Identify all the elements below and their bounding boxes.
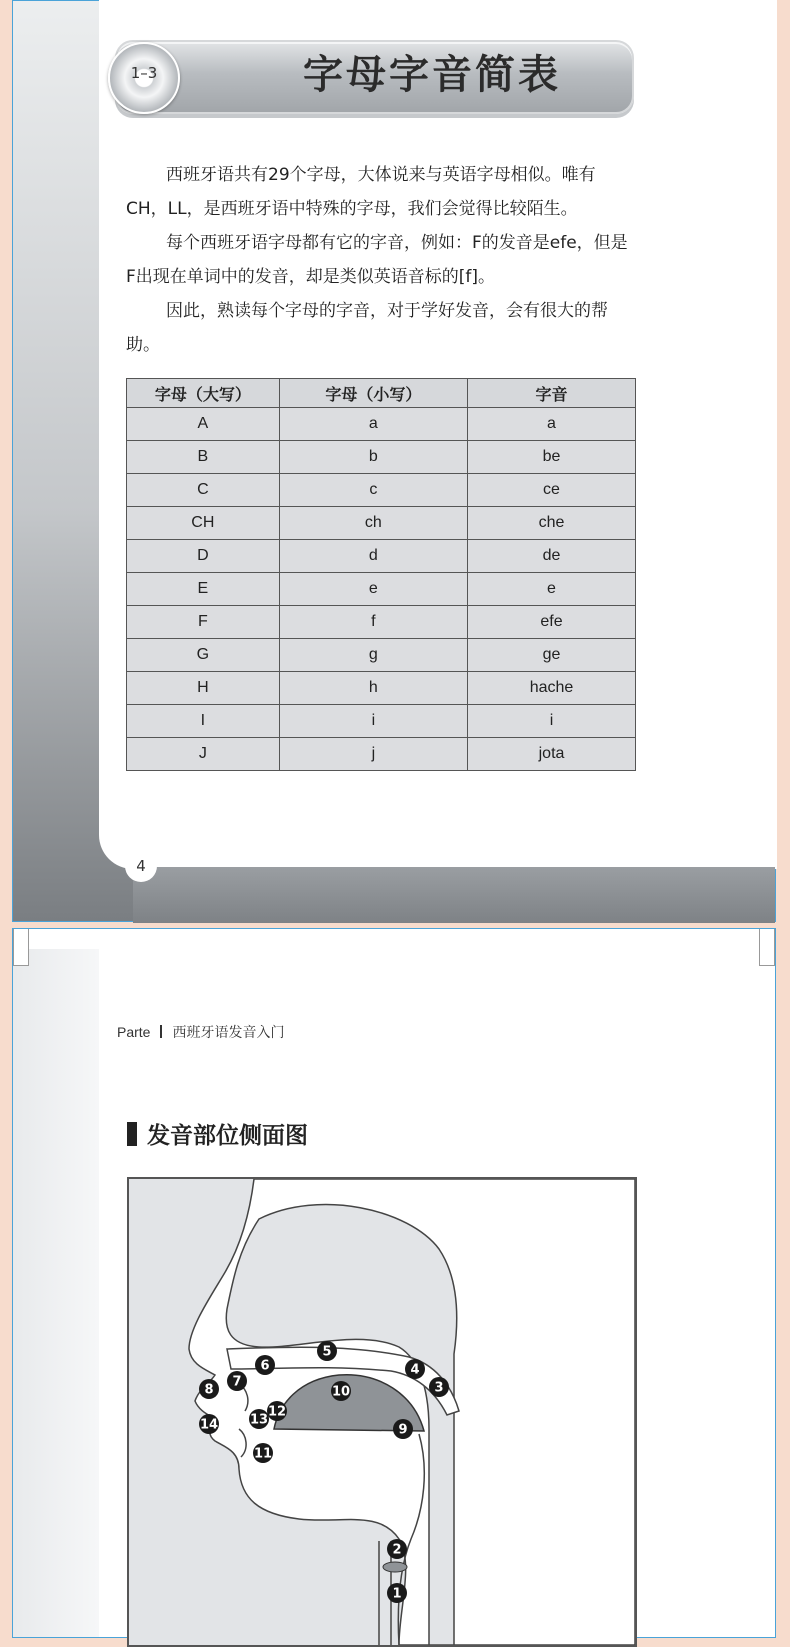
cell-uppercase: E (127, 573, 280, 606)
svg-text:4: 4 (410, 1362, 420, 1378)
table-row (127, 408, 636, 441)
cell-lowercase: i (279, 705, 467, 738)
svg-text:13: 13 (249, 1412, 269, 1428)
cell-uppercase: H (127, 672, 280, 705)
cell-uppercase: B (127, 441, 280, 474)
table-row (127, 573, 636, 606)
marker-10 (331, 1381, 351, 1401)
cell-lowercase: f (279, 606, 467, 639)
cell-uppercase: C (127, 474, 280, 507)
section-heading (127, 1117, 308, 1150)
cell-lowercase: e (279, 573, 467, 606)
cell-lowercase: j (279, 738, 467, 771)
header-uppercase: 字母（大写） (127, 379, 280, 408)
cell-lowercase: ch (279, 507, 467, 540)
paragraph-1: 西班牙语共有29个字母，大体说来与英语字母相似。唯有CH，LL，是西班牙语中特殊的字母，我们会觉得比较陌生。 (126, 165, 596, 219)
paragraph-2: 每个西班牙语字母都有它的字音，例如：F的发音是efe，但是F出现在单词中的发音，却是类似英语音标的[f]。 (126, 233, 628, 287)
cell-pronunciation: be (468, 441, 636, 474)
marker-4 (405, 1359, 425, 1379)
cell-pronunciation: hache (468, 672, 636, 705)
cell-uppercase: F (127, 606, 280, 639)
section-title-text: 发音部位侧面图 (147, 1123, 308, 1149)
table-row (127, 474, 636, 507)
cell-uppercase: A (127, 408, 280, 441)
header-pronunciation: 字音 (468, 379, 636, 408)
svg-text:7: 7 (232, 1374, 242, 1390)
page-2 (12, 928, 776, 1638)
svg-text:11: 11 (253, 1446, 273, 1462)
crop-mark-right (759, 929, 775, 966)
marker-1 (387, 1583, 407, 1603)
cell-lowercase: d (279, 540, 467, 573)
marker-3 (429, 1377, 449, 1397)
cell-uppercase: CH (127, 507, 280, 540)
marker-13 (249, 1409, 269, 1429)
vocal-cords (383, 1562, 407, 1572)
table-row (127, 441, 636, 474)
cell-pronunciation: de (468, 540, 636, 573)
paragraph-3: 因此，熟读每个字母的字音，对于学好发音，会有很大的帮助。 (126, 301, 608, 355)
svg-text:1: 1 (392, 1586, 402, 1602)
cell-pronunciation: a (468, 408, 636, 441)
cd-icon (108, 42, 180, 114)
page-title: 字母字音简表 (303, 52, 561, 98)
marker-14 (199, 1414, 219, 1434)
speech-organ-diagram (127, 1177, 637, 1647)
marker-6 (255, 1355, 275, 1375)
svg-text:8: 8 (204, 1382, 214, 1398)
page-number: 4 (125, 850, 157, 882)
cell-lowercase: a (279, 408, 467, 441)
table-row (127, 639, 636, 672)
running-head-chapter: 西班牙语发音入门 (172, 1024, 285, 1040)
intro-text (126, 158, 636, 362)
cell-uppercase: I (127, 705, 280, 738)
heading-bar-icon (127, 1122, 137, 1146)
cell-uppercase: G (127, 639, 280, 672)
title-banner (115, 40, 634, 114)
cell-pronunciation: ce (468, 474, 636, 507)
alphabet-table (126, 378, 636, 771)
table-row (127, 705, 636, 738)
svg-text:3: 3 (434, 1380, 444, 1396)
marker-5 (317, 1341, 337, 1361)
table-header-row (127, 379, 636, 408)
running-head-separator (160, 1025, 162, 1038)
cell-pronunciation: ge (468, 639, 636, 672)
page-1-bottom-band (133, 867, 775, 923)
lesson-badge: 1–3 (130, 64, 158, 82)
cell-lowercase: b (279, 441, 467, 474)
cell-lowercase: h (279, 672, 467, 705)
running-head (117, 1022, 284, 1042)
cell-pronunciation: i (468, 705, 636, 738)
marker-7 (227, 1371, 247, 1391)
svg-text:5: 5 (322, 1344, 332, 1360)
cell-lowercase: g (279, 639, 467, 672)
svg-text:14: 14 (199, 1417, 219, 1433)
svg-text:6: 6 (260, 1358, 270, 1374)
table-row (127, 540, 636, 573)
cell-lowercase: c (279, 474, 467, 507)
header-lowercase: 字母（小写） (279, 379, 467, 408)
svg-text:9: 9 (398, 1422, 408, 1438)
crop-mark-left (13, 929, 29, 966)
table-body (127, 408, 636, 771)
marker-2 (387, 1539, 407, 1559)
table-row (127, 738, 636, 771)
page-2-left-band (13, 949, 99, 1637)
table-row (127, 507, 636, 540)
marker-12 (267, 1401, 287, 1421)
svg-text:2: 2 (392, 1542, 402, 1558)
svg-text:12: 12 (267, 1404, 287, 1420)
marker-11 (253, 1443, 273, 1463)
running-head-part: Parte (117, 1024, 151, 1040)
cell-pronunciation: jota (468, 738, 636, 771)
svg-text:10: 10 (331, 1384, 351, 1400)
cell-uppercase: D (127, 540, 280, 573)
cell-uppercase: J (127, 738, 280, 771)
table-row (127, 672, 636, 705)
head-profile-illustration (129, 1179, 635, 1645)
cell-pronunciation: e (468, 573, 636, 606)
marker-9 (393, 1419, 413, 1439)
table-row (127, 606, 636, 639)
marker-8 (199, 1379, 219, 1399)
cell-pronunciation: che (468, 507, 636, 540)
cell-pronunciation: efe (468, 606, 636, 639)
